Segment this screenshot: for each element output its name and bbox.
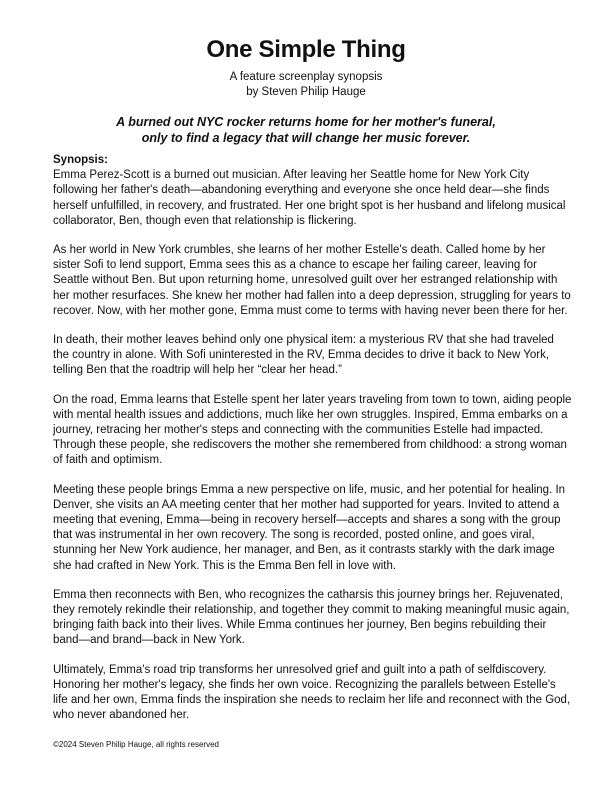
logline-line: only to find a legacy that will change her music forever. bbox=[141, 131, 471, 145]
paragraph-text: Emma Perez-Scott is a burned out musician. After leaving her Seattle home for New York City following her father's death—abandoning everything and everyone she once held dear—she finds herself unfulfilled, in recovery, and frustrated. Her one bright spot is her husband and lifelong musical collaborator, Ben, though even that relationship is flickering. bbox=[53, 169, 566, 227]
paragraph bbox=[53, 153, 572, 229]
paragraph: In death, their mother leaves behind only one physical item: a mysterious RV that she had traveled the country in alone. With Sofi uninterested in the RV, Emma decides to drive it back to New York, telling Ben that the roadtrip will help her “clear her head.” bbox=[53, 334, 554, 377]
logline-line: A burned out NYC rocker returns home for her mother's funeral, bbox=[116, 115, 496, 129]
paragraph: Ultimately, Emma's road trip transforms her unresolved grief and guilt into a path of selfdiscovery. Honoring her mother's legacy, she finds her own voice. Recognizing the parallels between Estelle's life and her own, Emma finds the inspiration she needs to reclaim her life and reconnect with the God, who never abandoned her. bbox=[53, 663, 571, 722]
paragraph: Emma then reconnects with Ben, who recognizes the catharsis this journey brings her. Rejuvenated, they remotely rekindle their relationship, and together they commit to making meaningful music again, bringing faith back into their lives. While Emma continues her journey, Ben begins rebuilding their band—and brand—back in New York. bbox=[53, 588, 570, 647]
document-title: One Simple Thing bbox=[206, 36, 406, 63]
copyright-footer: ©2024 Steven Philip Hauge, all rights reserved bbox=[53, 740, 219, 749]
subtitle-block bbox=[0, 70, 612, 100]
logline-block bbox=[0, 114, 612, 146]
synopsis-body bbox=[53, 153, 572, 738]
synopsis-label: Synopsis: bbox=[53, 154, 108, 166]
paragraph: Meeting these people brings Emma a new perspective on life, music, and her potential for healing. In Denver, she visits an AA meeting center that her mother had supported for years. Invited to attend a meeting that evening, Emma—being in recovery herself—accepts and shares a song with the group that was instrumental in her own recovery. The song is recorded, posted online, and goes viral, stunning her New York audience, her manager, and Ben, as it contrasts starkly with the dark image she had crafted in New York. This is the Emma Ben fell in love with. bbox=[53, 483, 566, 572]
subtitle-line: A feature screenplay synopsis bbox=[229, 71, 383, 83]
author-line: by Steven Philip Hauge bbox=[246, 86, 366, 98]
paragraph: As her world in New York crumbles, she learns of her mother Estelle's death. Called home by her sister Sofi to lend support, Emma sees this as a chance to escape her failing career, leaving for Seattle without Ben. But upon returning home, unresolved guilt over her estranged relationship with her mother resurfaces. She knew her mother had fallen into a deep depression, struggling for years to recover. Now, with her mother gone, Emma must come to terms with having never been there for her. bbox=[53, 244, 571, 317]
paragraph: On the road, Emma learns that Estelle spent her later years traveling from town to town, aiding people with mental health issues and addictions, much like her own struggles. Inspired, Emma embarks on a journey, retracing her mother's steps and connecting with the communities Estelle had impacted. Through these people, she rediscovers the mother she remembered from childhood: a strong woman of faith and optimism. bbox=[53, 393, 572, 467]
